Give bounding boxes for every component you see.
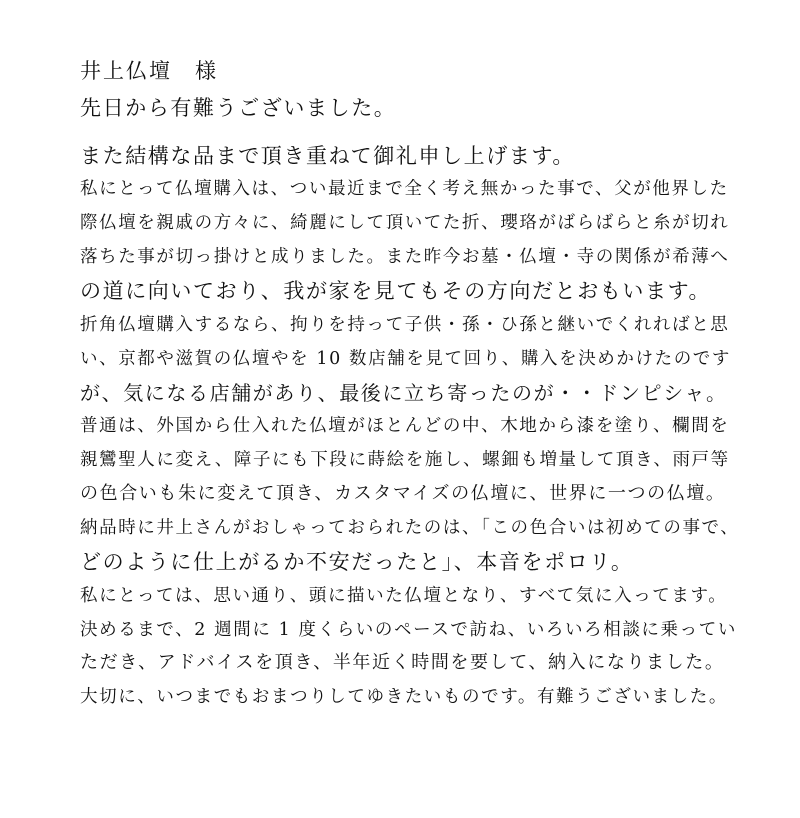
letter-line: い、京都や滋賀の仏壇やを 10 数店舗を見て回り、購入を決めかけたのです xyxy=(80,349,731,369)
letter-line: ただき、アドバイスを頂き、半年近く時間を要して、納入になりました。 xyxy=(80,652,725,673)
letter-line: 落ちた事が切っ掛けと成りました。また昨今お墓・仏壇・寺の関係が希薄へ xyxy=(80,247,730,267)
letter-line: が、気になる店舗があり、最後に立ち寄ったのが・・ドンピシャ。 xyxy=(80,381,728,405)
letter-line: の道に向いており、我が家を見てもその方向だとおもいます。 xyxy=(80,279,712,303)
salutation: 井上仏壇 様 xyxy=(80,59,218,83)
letter-line: 私にとって仏壇購入は、つい最近まで全く考え無かった事で、父が他界した xyxy=(80,179,729,199)
letter-line: また結構な品まで頂き重ねて御礼申し上げます。 xyxy=(80,144,575,168)
letter-line: の色合いも朱に変えて頂き、カスタマイズの仏壇に、世界に一つの仏壇。 xyxy=(80,483,726,504)
letter-line: 親鸞聖人に変え、障子にも下段に蒔絵を施し、螺鈿も増量して頂き、雨戸等 xyxy=(80,450,730,470)
letter-line: 納品時に井上さんがおしゃっておられたのは、「この色合いは初めての事で、 xyxy=(80,518,740,538)
letter-line: どのように仕上がるか不安だったと」、本音をポロリ。 xyxy=(80,550,634,574)
letter-line: 私にとっては、思い通り、頭に描いた仏壇となり、すべて気に入ってます。 xyxy=(80,586,728,606)
letter-line: 際仏壇を親戚の方々に、綺麗にして頂いてた折、瓔珞がばらばらと糸が切れ xyxy=(80,213,730,233)
letter-line: 折角仏壇購入するなら、拘りを持って子供・孫・ひ孫と継いでくれればと思 xyxy=(80,315,730,335)
letter-line: 大切に、いつまでもおまつりしてゆきたいものです。有難うございました。 xyxy=(80,687,728,707)
letter-line: 先日から有難うございました。 xyxy=(80,96,397,120)
letter-line: 普通は、外国から仕入れた仏壇がほとんどの中、木地から漆を塗り、欄間を xyxy=(80,416,730,436)
letter-line: 決めるまで、2 週間に 1 度くらいのペースで訪ね、いろいろ相談に乗ってい xyxy=(80,620,737,640)
